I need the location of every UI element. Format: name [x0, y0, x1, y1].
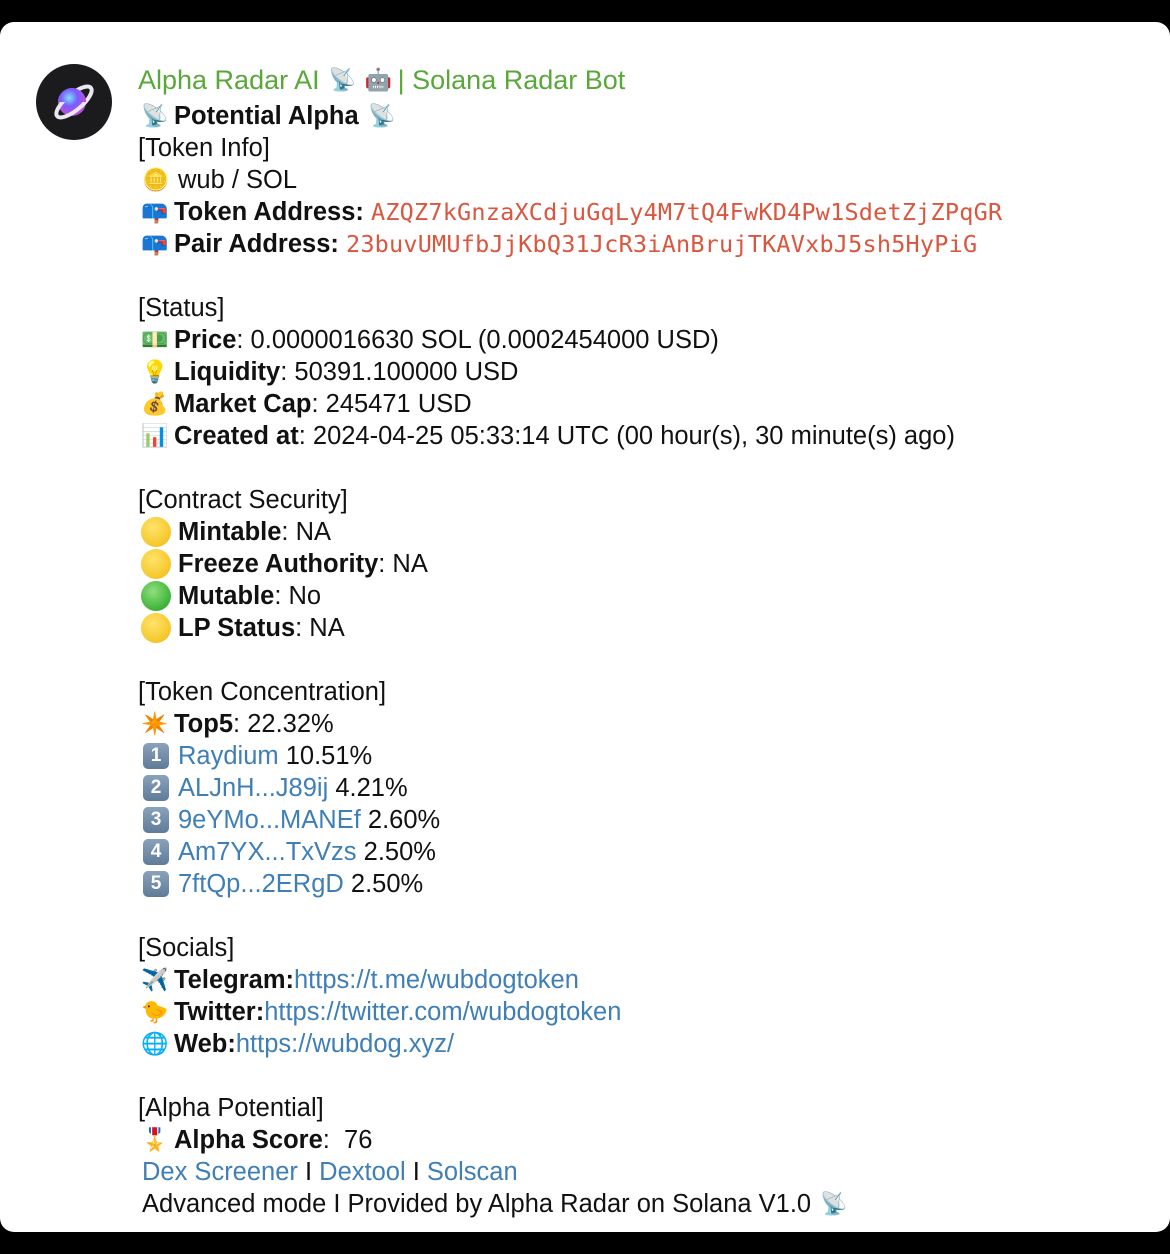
section-contract-security: [Contract Security] — [138, 486, 348, 514]
money-bag-icon: 💰 — [141, 391, 169, 416]
security-item — [138, 612, 1148, 644]
alpha-score-value: : 76 — [322, 1126, 373, 1154]
dollar-banknote-icon: 💵 — [141, 327, 169, 352]
rank-number: 4 — [143, 839, 169, 865]
price-label: Price — [174, 326, 237, 354]
token-address-line — [138, 196, 1148, 228]
market-cap-line — [138, 388, 1148, 420]
security-item — [138, 548, 1148, 580]
holder-link[interactable]: ALJnH...J89ij — [178, 774, 329, 802]
holder-pct: 2.50% — [343, 870, 424, 898]
alpha-score-line — [138, 1124, 1148, 1156]
telegram-link[interactable]: https://t.me/wubdogtoken — [293, 966, 579, 994]
holder-row — [138, 868, 1148, 900]
section-token-info: [Token Info] — [138, 134, 270, 162]
satellite-antenna-icon: 📡 — [367, 103, 396, 128]
market-cap-label: Market Cap — [174, 390, 312, 418]
telegram-line — [138, 964, 1148, 996]
sparkle-star-icon: ✴️ — [141, 711, 169, 736]
holder-link[interactable]: 7ftQp...2ERgD — [178, 870, 344, 898]
bot-avatar[interactable] — [36, 64, 112, 140]
rank-number: 1 — [143, 743, 169, 769]
web-line — [138, 1028, 1148, 1060]
keycap-3-icon — [138, 804, 174, 836]
mailbox-icon: 📪 — [141, 231, 169, 256]
mailbox-icon: 📪 — [141, 199, 169, 224]
quick-links — [138, 1156, 1148, 1188]
holder-pct: 2.50% — [356, 838, 436, 866]
message-body — [138, 62, 1148, 1220]
security-label: LP Status — [178, 614, 296, 642]
medal-icon: 🎖️ — [141, 1127, 169, 1152]
holder-pct: 2.60% — [360, 806, 441, 834]
top5-label: Top5 — [174, 710, 234, 738]
section-socials: [Socials] — [138, 934, 235, 962]
created-value: : 2024-04-25 05:33:14 UTC (00 hour(s), 30 minute(s) ago) — [298, 422, 955, 450]
section-status: [Status] — [138, 294, 225, 322]
twitter-line — [138, 996, 1148, 1028]
security-value: : NA — [295, 614, 345, 642]
message-card — [0, 22, 1170, 1232]
security-value: : NA — [281, 518, 332, 546]
created-label: Created at — [174, 422, 299, 450]
sender-name[interactable]: Alpha Radar AI — [138, 65, 320, 95]
holder-link[interactable]: Am7YX...TxVzs — [178, 838, 357, 866]
yellow-circle-icon — [138, 548, 174, 580]
holder-row — [138, 772, 1148, 804]
green-circle-icon — [138, 580, 174, 612]
rank-number: 3 — [143, 807, 169, 833]
link-separator: I — [405, 1158, 427, 1186]
coin-icon: 🪙 — [142, 167, 170, 192]
pair-line — [138, 164, 1148, 196]
market-cap-value: : 245471 USD — [311, 390, 472, 418]
security-label: Mutable — [178, 582, 275, 610]
bar-chart-icon: 📊 — [141, 423, 169, 448]
twitter-label: Twitter: — [174, 998, 265, 1026]
pair-address-line — [138, 228, 1148, 260]
web-link[interactable]: https://wubdog.xyz/ — [235, 1030, 455, 1058]
satellite-antenna-icon: 📡 — [328, 67, 357, 92]
created-line — [138, 420, 1148, 452]
yellow-circle-icon — [138, 516, 174, 548]
keycap-2-icon — [138, 772, 174, 804]
holder-link[interactable]: 9eYMo...MANEf — [178, 806, 361, 834]
light-bulb-icon: 💡 — [141, 359, 169, 384]
sender-suffix[interactable]: | Solana Radar Bot — [397, 65, 626, 95]
pair-address-value[interactable]: 23buvUMUfbJjKbQ31JcR3iAnBrujTKAVxbJ5sh5HyPiG — [345, 230, 978, 258]
robot-icon: 🤖 — [364, 67, 393, 92]
liquidity-line — [138, 356, 1148, 388]
security-value: : NA — [378, 550, 428, 578]
token-address-label: Token Address: — [174, 198, 364, 226]
holder-link[interactable]: Raydium — [178, 742, 279, 770]
keycap-1-icon — [138, 740, 174, 772]
airplane-icon: ✈️ — [141, 967, 169, 992]
telegram-label: Telegram: — [174, 966, 294, 994]
twitter-link[interactable]: https://twitter.com/wubdogtoken — [264, 998, 622, 1026]
yellow-circle-icon — [138, 612, 174, 644]
web-label: Web: — [174, 1030, 236, 1058]
dex-screener-link[interactable]: Dex Screener — [142, 1158, 298, 1186]
top5-line — [138, 708, 1148, 740]
alpha-score-label: Alpha Score — [174, 1126, 323, 1154]
liquidity-value: : 50391.100000 USD — [280, 358, 519, 386]
satellite-antenna-icon: 📡 — [141, 103, 169, 128]
planet-logo-icon — [36, 64, 112, 140]
satellite-antenna-icon: 📡 — [820, 1191, 848, 1216]
bird-icon: 🐤 — [141, 999, 169, 1024]
holder-row — [138, 804, 1148, 836]
keycap-4-icon — [138, 836, 174, 868]
holder-pct: 10.51% — [278, 742, 373, 770]
rank-number: 5 — [143, 871, 169, 897]
sender-line[interactable] — [138, 60, 1148, 100]
top5-value: : 22.32% — [233, 710, 334, 738]
header-title: Potential Alpha — [174, 102, 359, 130]
footer-text: Advanced mode I Provided by Alpha Radar on Solana V1.0 — [142, 1190, 812, 1218]
rank-number: 2 — [143, 775, 169, 801]
keycap-5-icon — [138, 868, 174, 900]
price-value: : 0.0000016630 SOL (0.0002454000 USD) — [236, 326, 719, 354]
dextool-link[interactable]: Dextool — [319, 1158, 406, 1186]
globe-icon: 🌐 — [141, 1031, 169, 1056]
footer-line — [138, 1188, 1148, 1220]
security-label: Mintable — [178, 518, 282, 546]
holder-row — [138, 836, 1148, 868]
holder-row — [138, 740, 1148, 772]
security-item — [138, 516, 1148, 548]
security-value: : No — [274, 582, 322, 610]
message-header — [138, 100, 1148, 132]
pair-name: wub / SOL — [178, 166, 298, 194]
security-label: Freeze Authority — [178, 550, 379, 578]
link-separator: I — [297, 1158, 320, 1186]
price-line — [138, 324, 1148, 356]
liquidity-label: Liquidity — [174, 358, 281, 386]
pair-address-label: Pair Address: — [174, 230, 339, 258]
token-address-value[interactable]: AZQZ7kGnzaXCdjuGqLy4M7tQ4FwKD4Pw1SdetZjZPqGR — [370, 198, 1003, 226]
section-alpha-potential: [Alpha Potential] — [138, 1094, 324, 1122]
holder-pct: 4.21% — [328, 774, 408, 802]
solscan-link[interactable]: Solscan — [426, 1158, 518, 1186]
security-item — [138, 580, 1148, 612]
section-token-concentration: [Token Concentration] — [138, 678, 387, 706]
